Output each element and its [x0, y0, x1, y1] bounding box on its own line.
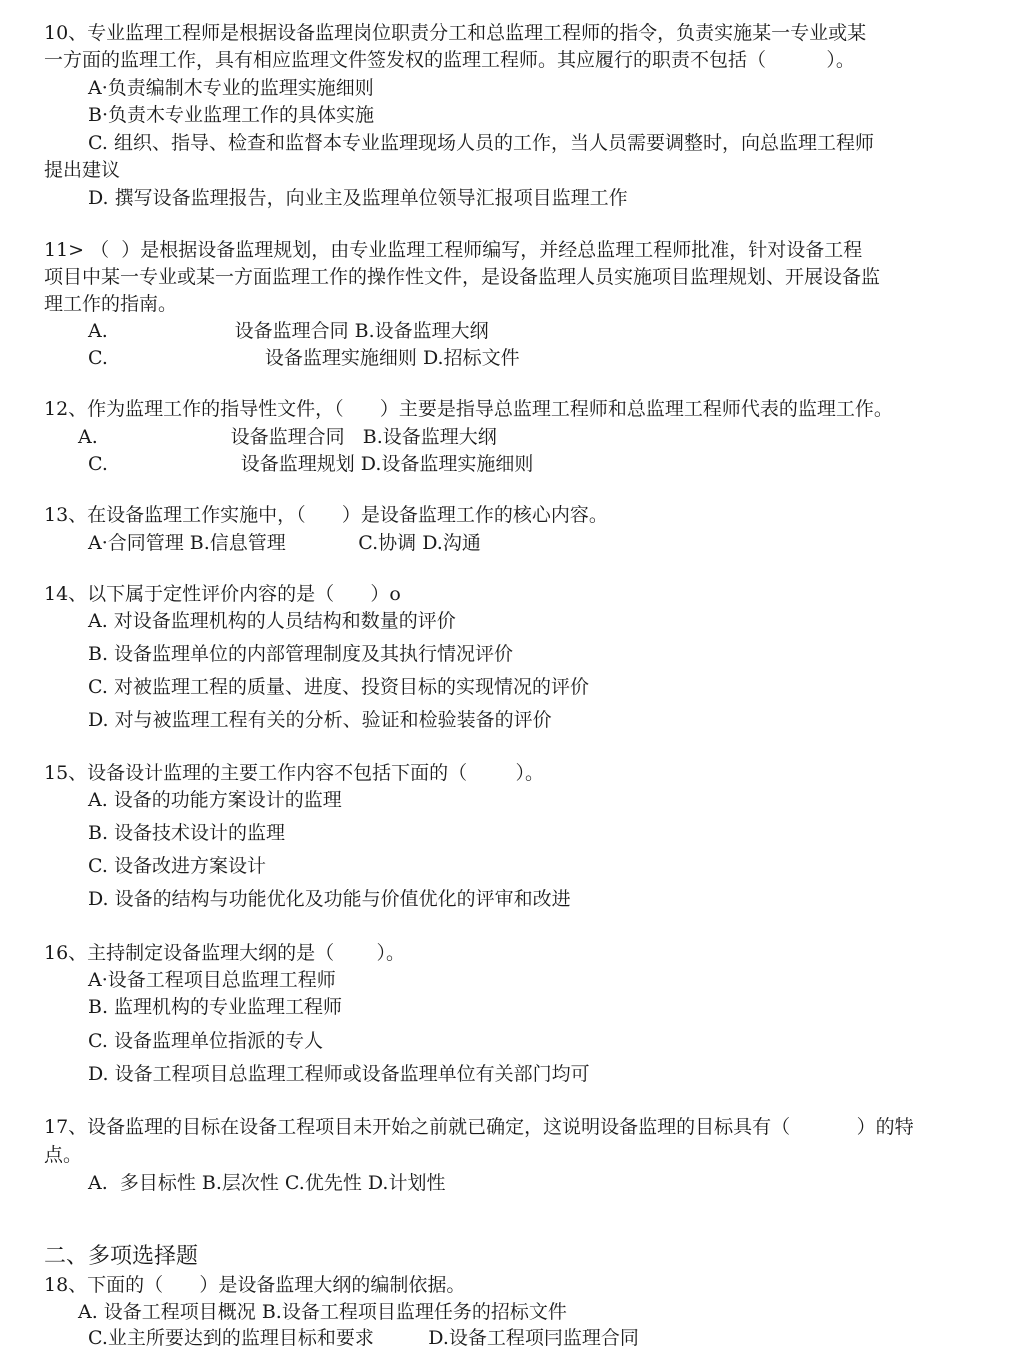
q14-stem: 14、以下属于定性评价内容的是（ ）o — [44, 583, 401, 605]
q18-options-row1: A. 设备工程项目概况 B.设备工程项目监理任务的招标文件 — [78, 1301, 567, 1323]
q11-stem-line2: 项目中某一专业或某一方面监理工作的操作性文件，是设备监理人员实施项目监理规划、开展设备监 — [44, 266, 881, 288]
q16-option-d: D. 设备工程项目总监理工程师或设备监理单位有关部门均可 — [88, 1063, 590, 1085]
q16-option-b: B. 监理机构的专业监理工程师 — [88, 996, 343, 1018]
q10-option-d: D. 撰写设备监理报告，向业主及监理单位领导汇报项目监理工作 — [88, 187, 628, 209]
q14-option-b: B. 设备监理单位的内部管理制度及其执行情况评价 — [88, 643, 514, 665]
q16-option-c: C. 设备监理单位指派的专人 — [88, 1030, 323, 1052]
q10-option-a: A·负责编制木专业的监理实施细则 — [88, 77, 374, 99]
q15-option-c: C. 设备改进方案设计 — [88, 855, 266, 877]
q10-option-b: B·负责木专业监理工作的具体实施 — [88, 104, 375, 126]
q12-stem: 12、作为监理工作的指导性文件，（ ）主要是指导总监理工程师和总监理工程师代表的监理工作。 — [44, 398, 893, 420]
q11-stem-line1: 11> （ ）是根据设备监理规划，由专业监理工程师编写，并经总监理工程师批准，针对设备工程 — [44, 239, 863, 261]
q18-options-row2: C.业主所要达到的监理目标和要求 D.设备工程项冃监理合同 — [88, 1327, 639, 1349]
q14-option-c: C. 对被监理工程的质量、进度、投资目标的实现情况的评价 — [88, 676, 589, 698]
q15-option-a: A. 设备的功能方案设计的监理 — [88, 789, 342, 811]
q14-option-d: D. 对与被监理工程有关的分析、验证和检验装备的评价 — [88, 709, 552, 731]
q13-options-row: A·合同管理 B.信息管理 C.协调 D.沟通 — [88, 532, 481, 554]
q18-stem: 18、下面的（ ）是设备监理大纲的编制依据。 — [44, 1274, 466, 1296]
q10-stem-line2: 一方面的监理工作，具有相应监理文件签发权的监理工程师。其应履行的职责不包括（ ）。 — [44, 49, 855, 71]
q17-stem-line2: 点。 — [44, 1144, 83, 1166]
q15-option-b: B. 设备技术设计的监理 — [88, 822, 286, 844]
q15-stem: 15、设备设计监理的主要工作内容不包括下面的（ ）。 — [44, 762, 544, 784]
q10-option-c-line2: 提出建议 — [44, 159, 121, 181]
q10-option-c-line1: C. 组织、指导、检查和监督本专业监理现场人员的工作，当人员需要调整时，向总监理工程师 — [88, 132, 874, 154]
q16-option-a: A·设备工程项目总监理工程师 — [88, 969, 336, 991]
q14-option-a: A. 对设备监理机构的人员结构和数量的评价 — [88, 610, 456, 632]
q17-stem-line1: 17、设备监理的目标在设备工程项目未开始之前就已确定，这说明设备监理的目标具有（ ）的特 — [44, 1116, 914, 1138]
q11-stem-line3: 理工作的指南。 — [44, 293, 178, 315]
q10-stem-line1: 10、专业监理工程师是根据设备监理岗位职责分工和总监理工程师的指令，负责实施某一专业或某 — [44, 22, 867, 44]
q13-stem: 13、在设备监理工作实施中，（ ）是设备监理工作的核心内容。 — [44, 504, 608, 526]
q12-options-row2: C. 设备监理规划 D.设备监理实施细则 — [88, 453, 534, 475]
q11-options-row2: C. 设备监理实施细则 D.招标文件 — [88, 347, 520, 369]
section-heading-multiple-choice: 二、多项选择题 — [44, 1244, 199, 1269]
q12-options-row1: A. 设备监理合同 B.设备监理大纲 — [78, 426, 497, 448]
q11-options-row1: A. 设备监理合同 B.设备监理大纲 — [88, 320, 489, 342]
q17-options-row: A. 多目标性 B.层次性 C.优先性 D.计划性 — [88, 1172, 446, 1194]
q15-option-d: D. 设备的结构与功能优化及功能与价值优化的评审和改进 — [88, 888, 571, 910]
q16-stem: 16、主持制定设备监理大纲的是（ ）。 — [44, 942, 405, 964]
